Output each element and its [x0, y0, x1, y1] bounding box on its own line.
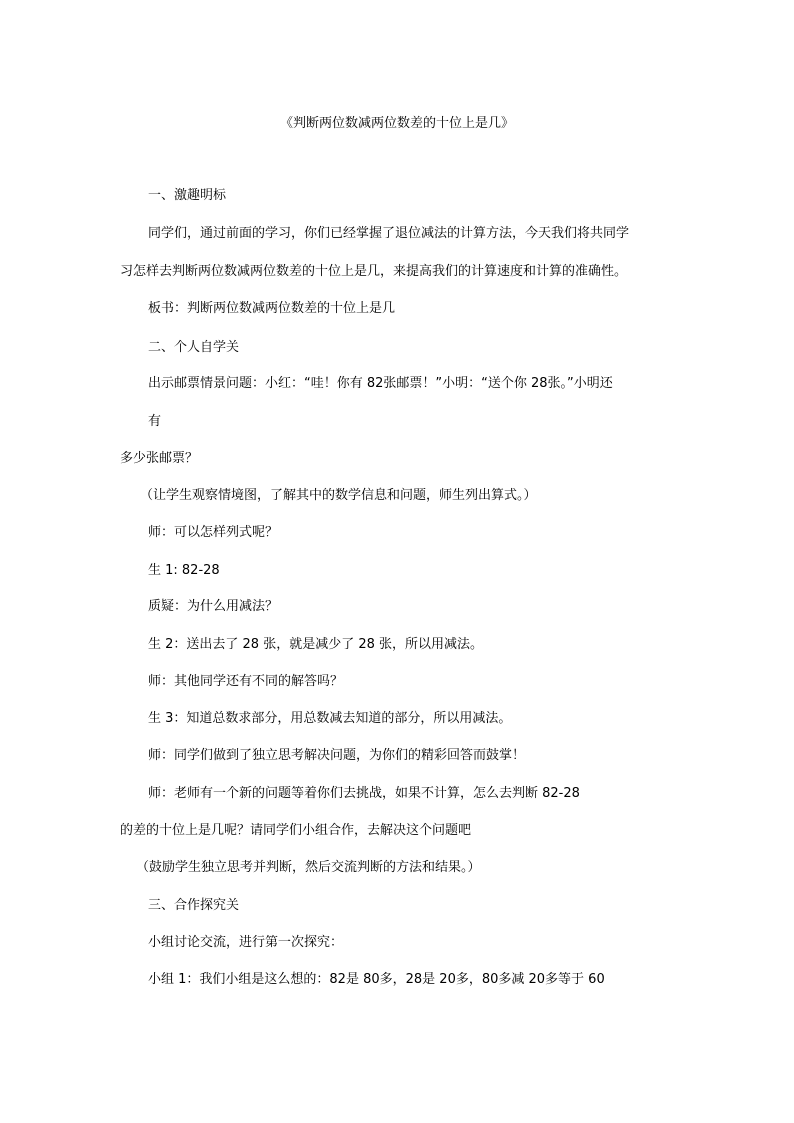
- paragraph-line: （鼓励学生独立思考并判断，然后交流判断的方法和结果。）: [136, 860, 481, 875]
- paragraph-line: 师：其他同学还有不同的解答吗？: [148, 674, 344, 689]
- section-heading-2: 二、个人自学关: [148, 340, 240, 355]
- paragraph-line: 师：老师有一个新的问题等着你们去挑战，如果不计算，怎么去判断 82-28: [148, 786, 580, 801]
- paragraph-line: 质疑：为什么用减法？: [148, 599, 279, 614]
- paragraph-line: 板书：判断两位数减两位数差的十位上是几: [148, 301, 396, 316]
- paragraph-line: 师：同学们做到了独立思考解决问题，为你们的精彩回答而鼓掌！: [148, 748, 526, 763]
- paragraph-line: （让学生观察情境图，了解其中的数学信息和问题，师生列出算式。）: [140, 488, 537, 503]
- paragraph-line: 生 1: 82-28: [148, 563, 220, 578]
- paragraph-line: 师：可以怎样列式呢？: [148, 525, 279, 540]
- paragraph-line: 有: [148, 414, 162, 429]
- paragraph-line: 同学们，通过前面的学习，你们已经掌握了退位减法的计算方法，今天我们将共同学: [148, 226, 630, 241]
- section-heading-3: 三、合作探究关: [148, 898, 240, 913]
- paragraph-line: 出示邮票情景问题：小红：“哇！你有 82张邮票！”小明：“送个你 28张。”小明还: [148, 376, 613, 391]
- paragraph-line: 生 3：知道总数求部分，用总数减去知道的部分，所以用减法。: [148, 711, 512, 726]
- paragraph-line: 小组 1：我们小组是这么想的：82是 80多，28是 20多，80多减 20多等于 60: [148, 972, 605, 987]
- document-title: 《判断两位数减两位数差的十位上是几》: [279, 116, 514, 131]
- paragraph-line: 小组讨论交流，进行第一次探究：: [148, 935, 344, 950]
- section-heading-1: 一、激趣明标: [148, 188, 227, 203]
- paragraph-line: 多少张邮票？: [120, 451, 199, 466]
- paragraph-line: 的差的十位上是几呢？请同学们小组合作，去解决这个问题吧: [120, 823, 472, 838]
- paragraph-line: 习怎样去判断两位数减两位数差的十位上是几，来提高我们的计算速度和计算的准确性。: [120, 264, 628, 279]
- paragraph-line: 生 2：送出去了 28 张，就是减少了 28 张，所以用减法。: [148, 637, 484, 652]
